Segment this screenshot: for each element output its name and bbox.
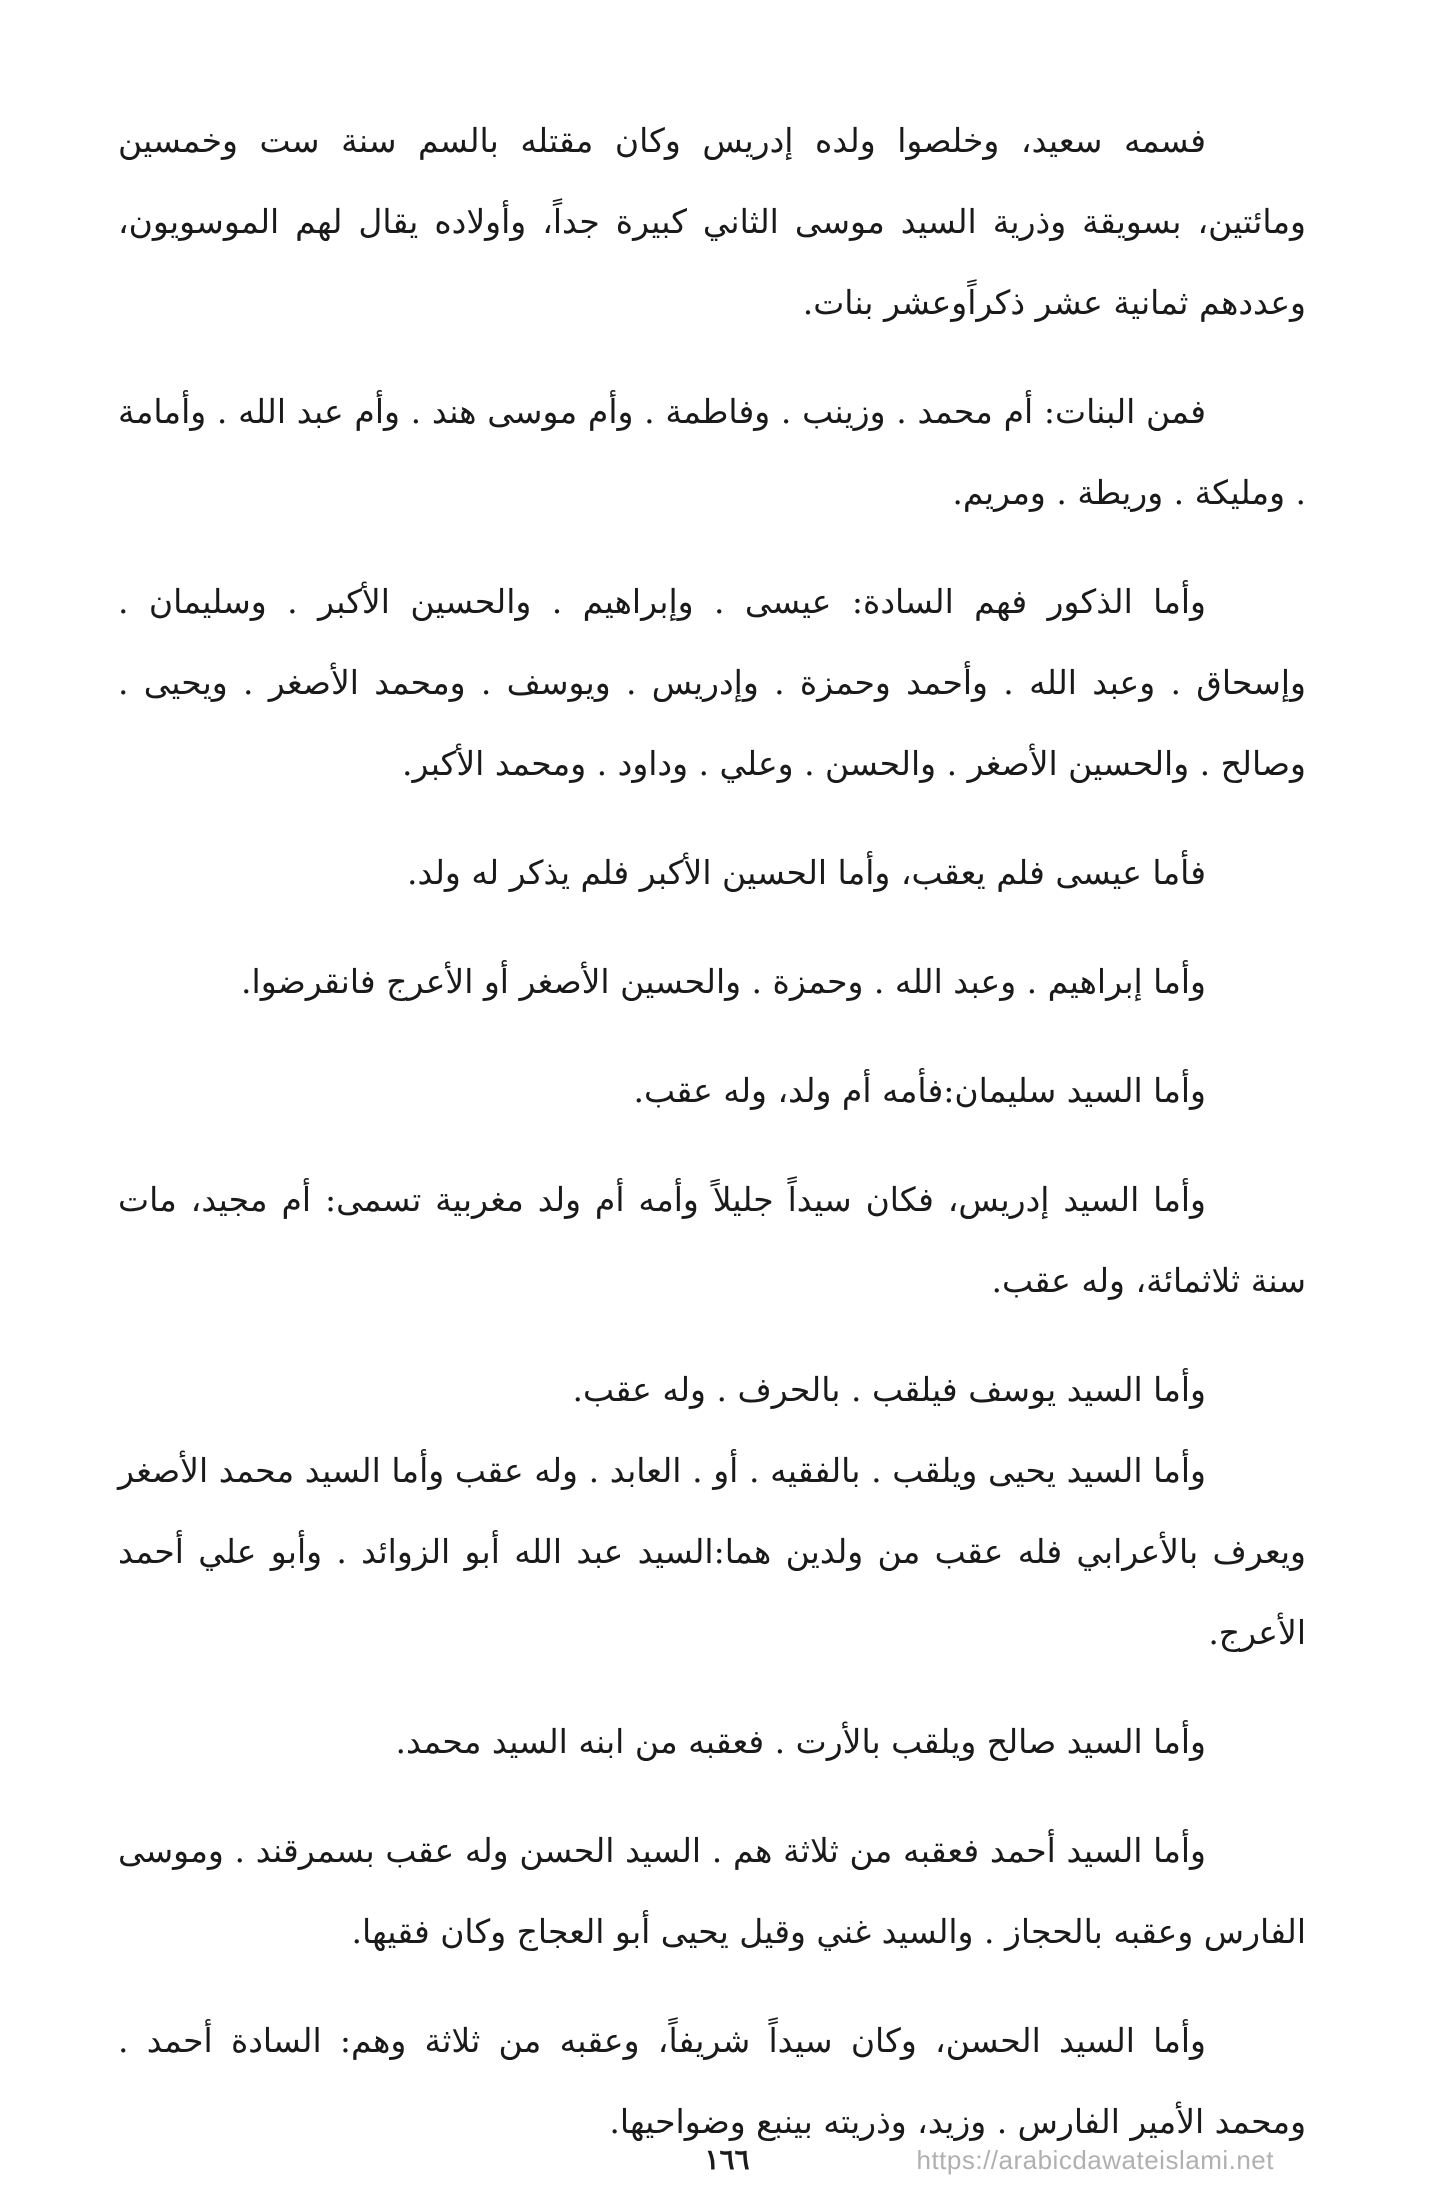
paragraph-9: وأما السيد يحيى ويلقب . بالفقيه . أو . العابد . وله عقب وأما السيد محمد الأصغر ويعرف بالأعرابي فله عقب من ولدين هما:السيد عبد الله أبو الزوائد . وأبو علي أحمد الأعرج. [118, 1451, 1306, 1652]
paragraph-1: فسمه سعيد، وخلصوا ولده إدريس وكان مقتله بالسم سنة ست وخمسين ومائتين، بسويقة وذرية السيد موسى الثاني كبيرة جداً، وأولاده يقال لهم الموسويون، وعددهم ثمانية عشر ذكراًوعشر بنات. [118, 121, 1306, 322]
watermark-url: https://arabicdawateislami.net [916, 2145, 1274, 2175]
page-number: ١٦٦ [704, 2143, 750, 2176]
paragraph-2: فمن البنات: أم محمد . وزينب . وفاطمة . وأم موسى هند . وأم عبد الله . وأمامة . ومليكة . وريطة . ومريم. [118, 392, 1306, 512]
body-text [118, 100, 1306, 2190]
paragraph-6: وأما السيد سليمان:فأمه أم ولد، وله عقب. [633, 1071, 1206, 1110]
paragraph-8: وأما السيد يوسف فيلقب . بالحرف . وله عقب. [572, 1370, 1206, 1409]
paragraph-5: وأما إبراهيم . وعبد الله . وحمزة . والحسين الأصغر أو الأعرج فانقرضوا. [241, 962, 1206, 1001]
paragraph-7: وأما السيد إدريس، فكان سيداً جليلاً وأمه أم ولد مغربية تسمى: أم مجيد، مات سنة ثلاثمائة، وله عقب. [118, 1180, 1306, 1300]
paragraph-4: فأما عيسى فلم يعقب، وأما الحسين الأكبر فلم يذكر له ولد. [407, 853, 1206, 892]
paragraph-12: وأما السيد الحسن، وكان سيداً شريفاً، وعقبه من ثلاثة وهم: السادة أحمد . ومحمد الأمير الفارس . وزيد، وذريته بينبع وضواحيها. [118, 2021, 1306, 2141]
paragraph-11: وأما السيد أحمد فعقبه من ثلاثة هم . السيد الحسن وله عقب بسمرقند . وموسى الفارس وعقبه بالحجاز . والسيد غني وقيل يحيى أبو العجاج وكان فقيها. [118, 1831, 1306, 1951]
paragraph-3: وأما الذكور فهم السادة: عيسى . وإبراهيم . والحسين الأكبر . وسليمان . وإسحاق . وعبد الله . وأحمد وحمزة . وإدريس . ويوسف . ومحمد الأصغر . ويحيى . وصالح . والحسين الأصغر . والحسن . وعلي . وداود . ومحمد الأكبر. [118, 582, 1306, 783]
paragraph-10: وأما السيد صالح ويلقب بالأرت . فعقبه من ابنه السيد محمد. [395, 1722, 1206, 1761]
